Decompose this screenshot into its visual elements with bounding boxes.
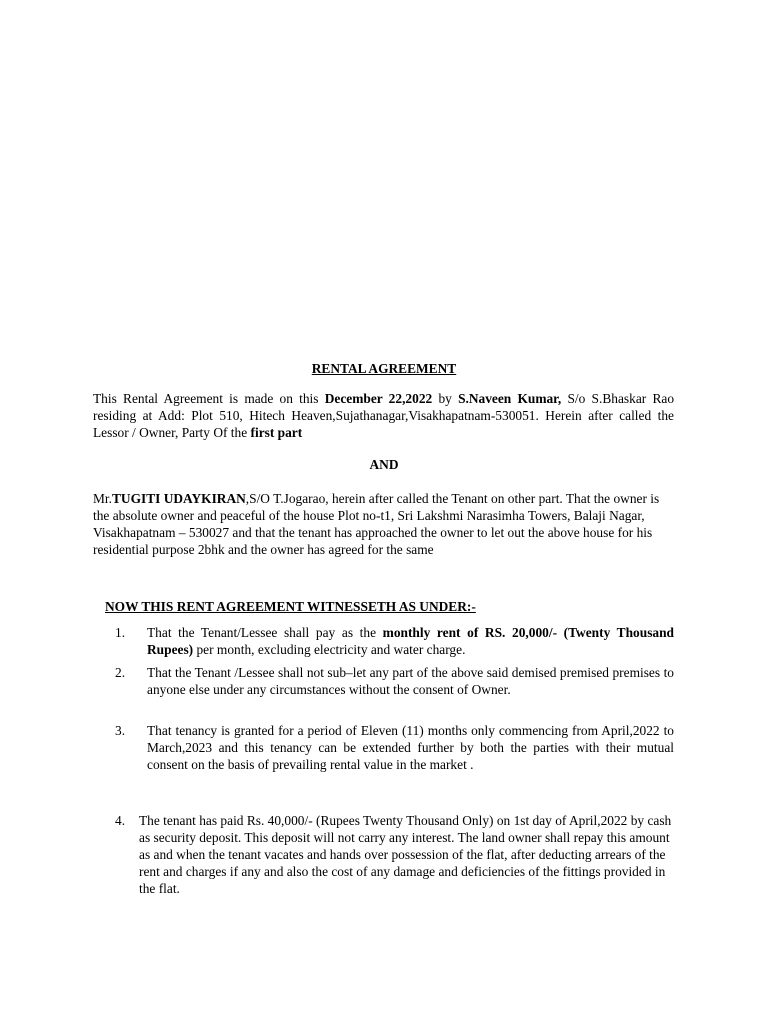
tenant-name: TUGITI UDAYKIRAN bbox=[111, 491, 246, 506]
clause-text-part: That the Tenant/Lessee shall pay as the bbox=[147, 625, 383, 640]
clause-number: 2. bbox=[115, 665, 126, 680]
intro-text-3: S/o S.Bhaskar Rao residing at Add: Plot 510, Hitech Heaven,Sujathanagar,Visakhapatnam-530051. Herein after called the Lessor / Owner, Party Of the bbox=[93, 391, 675, 440]
agreement-date: December 22,2022 bbox=[324, 391, 433, 406]
intro-text-1: This Rental Agreement is made on this bbox=[93, 391, 325, 406]
tenant-text-1: Mr. bbox=[93, 491, 112, 506]
lessor-name: S.Naveen Kumar, bbox=[458, 391, 562, 406]
clause-text: The tenant has paid Rs. 40,000/- (Rupees Twenty Thousand Only) on 1st day of April,2022 by cash as security deposit. This deposit will not carry any interest. The land owner shall repay this amount as and when the tenant vacates and hands over possession of the flat, after deducting arrears of the rent and charges if any and also the cost of any damage and deficiencies of the fittings provided in the flat. bbox=[139, 813, 672, 896]
tenant-paragraph bbox=[93, 490, 678, 558]
witnesseth-heading: NOW THIS RENT AGREEMENT WITNESSETH AS UNDER:- bbox=[105, 599, 476, 614]
intro-text-2: by bbox=[432, 391, 459, 406]
and-separator: AND bbox=[369, 457, 399, 472]
clause-number: 4. bbox=[115, 813, 126, 828]
clause-text-part: per month, excluding electricity and water charge. bbox=[193, 642, 466, 657]
clause-text bbox=[147, 624, 674, 658]
clause-text: That the Tenant /Lessee shall not sub–let any part of the above said demised premised premises to anyone else under any circumstances without the consent of Owner. bbox=[147, 665, 674, 697]
monthly-rent: monthly rent of RS. 20,000/- (Twenty Thousand Rupees) bbox=[147, 625, 674, 657]
clause-number: 1. bbox=[115, 625, 126, 640]
clause-text: That tenancy is granted for a period of Eleven (11) months only commencing from April,2022 to March,2023 and this tenancy can be extended further by both the parties with their mutual consent on the basis of prevailing rental value in the market . bbox=[147, 723, 674, 772]
document-title: RENTAL AGREEMENT bbox=[311, 361, 457, 376]
first-part-label: first part bbox=[250, 425, 303, 440]
intro-paragraph bbox=[93, 390, 674, 441]
clause-number: 3. bbox=[115, 723, 126, 738]
tenant-text-2: ,S/O T.Jogarao, herein after called the Tenant on other part. That the owner is the absolute owner and peaceful of the house Plot no-t1, Sri Lakshmi Narasimha Towers, Balaji Nagar, Visakhapatnam – 530027 and that the tenant has approached the owner to let out the above house for his residential purpose 2bhk and the owner has agreed for the same bbox=[93, 491, 660, 557]
